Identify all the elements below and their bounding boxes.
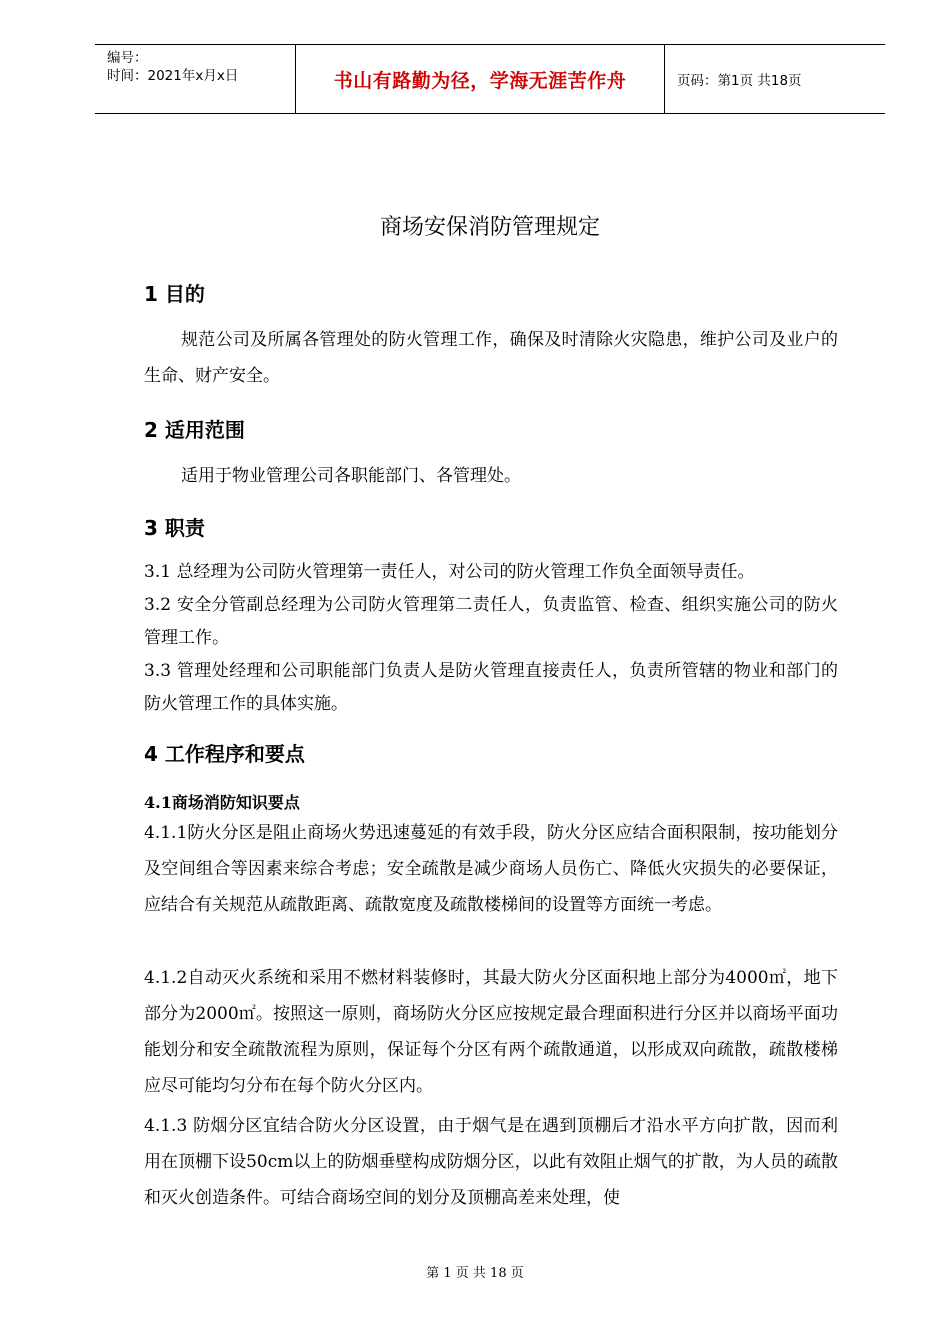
procedure-4-1-1: 4.1.1防火分区是阻止商场火势迅速蔓延的有效手段，防火分区应结合面积限制，按功能划分及空间组合等因素来综合考虑；安全疏散是减少商场人员伤亡、降低火灾损失的必要保证，应结合有关规范从疏散距离、疏散宽度及疏散楼梯间的设置等方面统一考虑。 <box>144 823 838 915</box>
header-page-label: 页码：第1页 共18页 <box>677 73 802 89</box>
header-motto: 书山有路勤为径，学海无涯苦作舟 <box>295 45 665 113</box>
responsibility-3-2: 3.2 安全分管副总经理为公司防火管理第二责任人，负责监管、检查、组织实施公司的防火管理工作。 <box>144 595 838 648</box>
section-heading-purpose: 1 目的 <box>144 282 205 306</box>
page-footer: 第 1 页 共 18 页 <box>426 1266 524 1281</box>
responsibility-3-3: 3.3 管理处经理和公司职能部门负责人是防火管理直接责任人，负责所管辖的物业和部门的防火管理工作的具体实施。 <box>144 661 838 714</box>
header-meta <box>95 45 295 113</box>
document-title: 商场安保消防管理规定 <box>379 215 600 240</box>
document-number-label: 编号： <box>107 50 148 66</box>
section-heading-scope: 2 适用范围 <box>144 418 245 442</box>
section-heading-procedures: 4 工作程序和要点 <box>144 742 305 766</box>
procedure-4-1-2: 4.1.2自动灭火系统和采用不燃材料装修时，其最大防火分区面积地上部分为4000㎡，地下部分为2000㎡。按照这一原则，商场防火分区应按规定最合理面积进行分区并以商场平面功能划分和安全疏散流程为原则，保证每个分区有两个疏散通道，以形成双向疏散，疏散楼梯应尽可能均匀分布在每个防火分区内。 <box>144 968 838 1096</box>
document-time-label: 时间：2021年x月x日 <box>107 68 239 84</box>
subsection-heading-4-1: 4.1商场消防知识要点 <box>144 793 300 812</box>
section-heading-responsibilities: 3 职责 <box>144 516 205 540</box>
section-body-purpose: 规范公司及所属各管理处的防火管理工作，确保及时清除火灾隐患，维护公司及业户的生命、财产安全。 <box>144 330 838 386</box>
section-body-scope: 适用于物业管理公司各职能部门、各管理处。 <box>181 466 521 486</box>
page-header <box>95 44 885 114</box>
procedure-4-1-3: 4.1.3 防烟分区宜结合防火分区设置，由于烟气是在遇到顶棚后才沿水平方向扩散，因而利用在顶棚下设50cm以上的防烟垂壁构成防烟分区，以此有效阻止烟气的扩散，为人员的疏散和灭火创造条件。可结合商场空间的划分及顶棚高差来处理，使 <box>144 1116 838 1208</box>
responsibility-3-1: 3.1 总经理为公司防火管理第一责任人，对公司的防火管理工作负全面领导责任。 <box>144 562 755 582</box>
